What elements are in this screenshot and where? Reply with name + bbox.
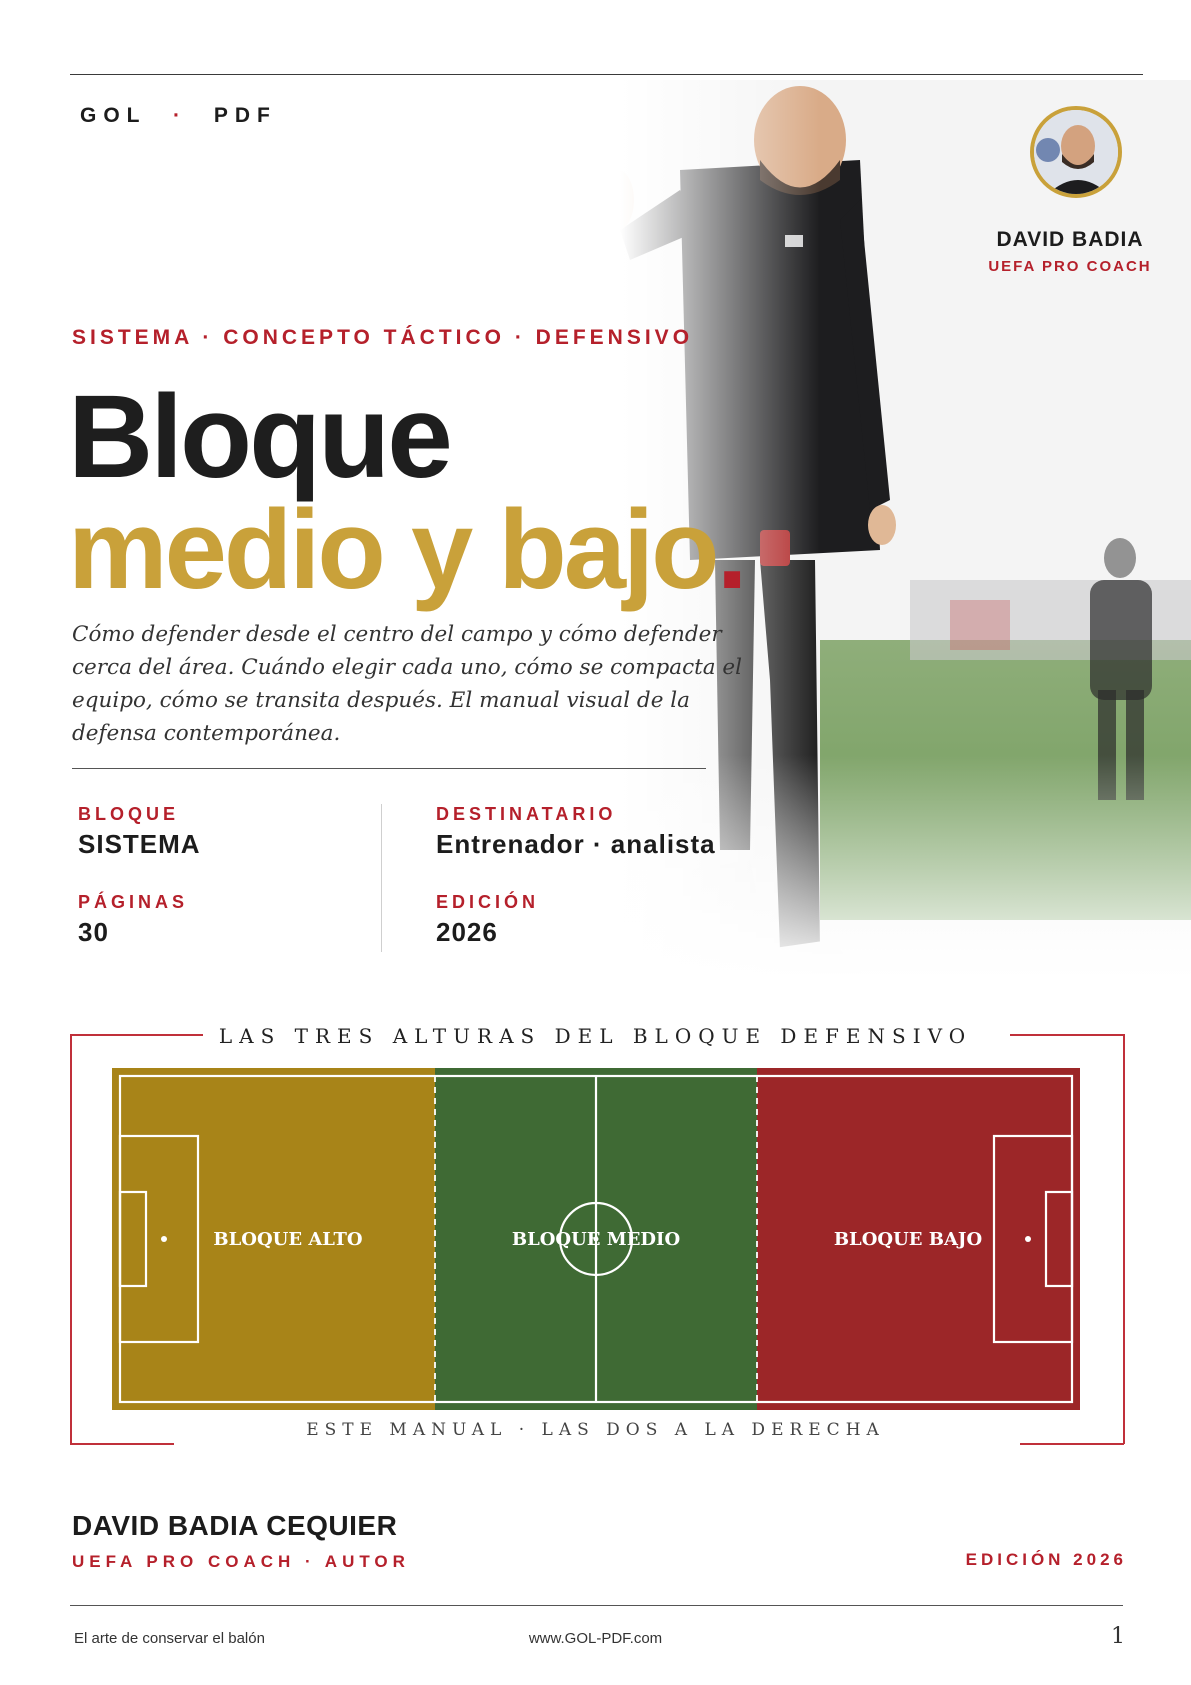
title-line-2: [68, 487, 745, 612]
meta-bloque-label: BLOQUE: [78, 804, 180, 824]
zone-label-medio: BLOQUE MEDIO: [511, 1229, 681, 1250]
category-kicker: SISTEMA · CONCEPTO TÁCTICO · DEFENSIVO: [72, 326, 694, 349]
pitch-caption: ESTE MANUAL · LAS DOS A LA DERECHA: [306, 1420, 885, 1440]
title-line-1: Bloque: [68, 371, 450, 503]
author-role: UEFA PRO COACH: [988, 258, 1152, 275]
lede-paragraph: Cómo defender desde el centro del campo y cómo defender cerca del área. Cuándo elegir cada uno, cómo se compacta el equipo, cómo se transita después. El manual visual de la defensa contemporánea.: [72, 622, 743, 746]
footer-author: DAVID BADIA CEQUIER: [72, 1510, 398, 1541]
brand-logo: [80, 104, 277, 128]
meta-edicion-label: EDICIÓN: [436, 892, 540, 912]
footer-edition: EDICIÓN 2026: [965, 1550, 1127, 1569]
meta-edicion-value: 2026: [436, 917, 498, 947]
meta-destinatario-value: Entrenador · analista: [436, 829, 716, 859]
frame-bottom-right: [1020, 1443, 1124, 1445]
frame-left: [70, 1034, 72, 1444]
author-badge: [960, 228, 1180, 275]
frame-bottom-left: [70, 1443, 174, 1445]
frame-right: [1123, 1034, 1125, 1444]
meta-paginas: [78, 892, 188, 948]
avatar-portrait-icon: [1034, 110, 1118, 194]
author-avatar: [1030, 106, 1122, 198]
footer-tagline: El arte de conservar el balón: [74, 1630, 265, 1647]
zone-label-alto: BLOQUE ALTO: [213, 1229, 363, 1250]
footer-url[interactable]: www.GOL-PDF.com: [528, 1630, 663, 1647]
author-name: DAVID BADIA: [996, 228, 1144, 251]
title-period: .: [716, 487, 745, 612]
footer-role: UEFA PRO COACH · AUTOR: [72, 1552, 410, 1571]
brand-right: PDF: [213, 104, 277, 127]
pitch-diagram: [112, 1068, 1080, 1410]
meta-destinatario-label: DESTINATARIO: [436, 804, 617, 824]
meta-divider: [381, 804, 382, 952]
brand-left: GOL: [80, 104, 147, 127]
pitch-title: [0, 1024, 1191, 1048]
meta-bloque: [78, 804, 201, 860]
lede-rule: [72, 768, 706, 769]
page-number: 1: [1111, 1624, 1125, 1649]
meta-destinatario: [436, 804, 716, 860]
meta-bloque-value: SISTEMA: [78, 829, 201, 859]
top-rule: [70, 74, 1143, 75]
meta-paginas-value: 30: [78, 917, 109, 947]
meta-paginas-label: PÁGINAS: [78, 892, 189, 912]
zone-label-bajo: BLOQUE BAJO: [833, 1229, 983, 1250]
title-line-2-text: medio y bajo: [68, 487, 717, 612]
meta-edicion: [436, 892, 539, 948]
brand-separator: ·: [172, 104, 187, 127]
pitch-title-text: LAS TRES ALTURAS DEL BLOQUE DEFENSIVO: [203, 1024, 988, 1048]
footer-rule: [70, 1605, 1123, 1606]
